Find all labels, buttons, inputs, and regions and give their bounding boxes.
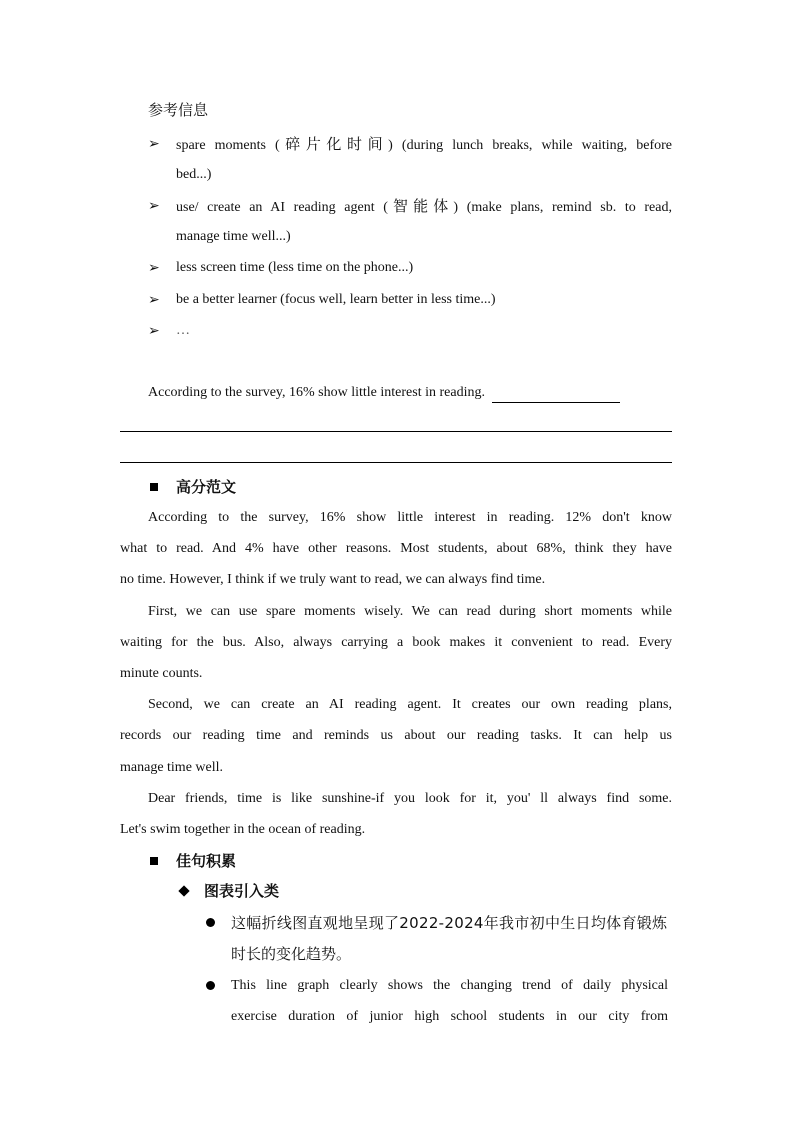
reference-title: 参考信息 bbox=[148, 101, 209, 119]
arrow-bullet-icon: ➢ bbox=[148, 136, 160, 152]
essay-line: no time. However, I think if we truly want to read, we can always find time. bbox=[120, 572, 546, 587]
sentence-cn-line2: 时长的变化趋势。 bbox=[231, 945, 352, 963]
essay-line: manage time well. bbox=[120, 760, 224, 775]
reference-item-4: be a better learner (focus well, learn better in less time...) bbox=[176, 292, 496, 307]
essay-line: what to read. And 4% have other reasons. Most students, about 68%, think they have bbox=[120, 541, 672, 556]
reference-item-1-cont: bed...) bbox=[176, 167, 212, 182]
dot-bullet-icon bbox=[206, 918, 215, 927]
reference-item-3: less screen time (less time on the phone...) bbox=[176, 260, 414, 275]
arrow-bullet-icon: ➢ bbox=[148, 323, 160, 339]
sentence-en-line1: This line graph clearly shows the changing trend of daily physical bbox=[231, 978, 668, 993]
essay-line: minute counts. bbox=[120, 666, 203, 681]
essay-line: waiting for the bus. Also, always carrying a book makes it convenient to read. Every bbox=[120, 635, 672, 650]
arrow-bullet-icon: ➢ bbox=[148, 260, 160, 276]
answer-line-1[interactable] bbox=[120, 431, 672, 432]
arrow-bullet-icon: ➢ bbox=[148, 198, 160, 214]
sentence-en-line2: exercise duration of junior high school students in our city from bbox=[231, 1009, 668, 1024]
sentences-heading: 佳句积累 bbox=[176, 852, 237, 870]
essay-line: Dear friends, time is like sunshine-if you look for it, you' ll always find some. bbox=[148, 791, 672, 806]
reference-item-5: … bbox=[176, 323, 190, 338]
diamond-bullet-icon bbox=[178, 885, 189, 896]
sentences-subheading: 图表引入类 bbox=[204, 882, 280, 900]
essay-line: First, we can use spare moments wisely. We can read during short moments while bbox=[148, 604, 672, 619]
reference-item-2: use/ create an AI reading agent (智能体) (make plans, remind sb. to read, bbox=[176, 197, 672, 215]
square-bullet-icon bbox=[150, 483, 158, 491]
essay-line: records our reading time and reminds us about our reading tasks. It can help us bbox=[120, 728, 672, 743]
sentence-cn-line1: 这幅折线图直观地呈现了2022-2024年我市初中生日均体育锻炼 bbox=[231, 914, 668, 932]
arrow-bullet-icon: ➢ bbox=[148, 292, 160, 308]
model-essay-heading: 高分范文 bbox=[176, 478, 237, 496]
writing-prompt: According to the survey, 16% show little interest in reading. bbox=[148, 383, 620, 403]
reference-item-1: spare moments (碎片化时间) (during lunch breaks, while waiting, before bbox=[176, 135, 672, 153]
essay-line: Let's swim together in the ocean of reading. bbox=[120, 822, 366, 837]
reference-item-2-cont: manage time well...) bbox=[176, 229, 291, 244]
essay-line: According to the survey, 16% show little interest in reading. 12% don't know bbox=[148, 510, 672, 525]
square-bullet-icon bbox=[150, 857, 158, 865]
essay-line: Second, we can create an AI reading agent. It creates our own reading plans, bbox=[148, 697, 672, 712]
answer-blank[interactable] bbox=[492, 385, 620, 403]
answer-line-2[interactable] bbox=[120, 462, 672, 463]
dot-bullet-icon bbox=[206, 981, 215, 990]
